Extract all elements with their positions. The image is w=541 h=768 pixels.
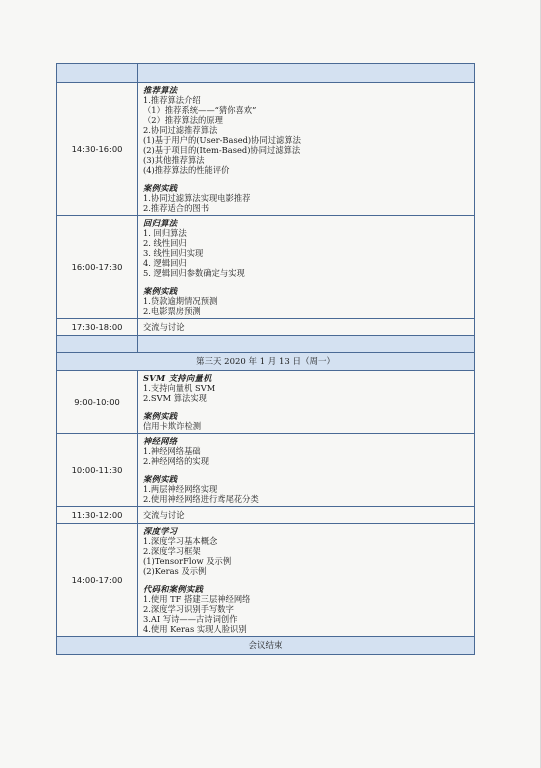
closing-row [57,637,475,655]
section-heading: 代码和案例实践 [143,584,204,594]
content-cell: 交流与讨论 [138,319,475,336]
table-row [57,216,475,319]
list-item: (1)TensorFlow 及示例 [143,556,232,566]
schedule-table [56,63,475,655]
section-heading: 回归算法 [143,218,178,228]
table-row [57,434,475,507]
closing-label: 会议结束 [57,637,475,655]
list-item: 3. 线性回归实现 [143,248,204,258]
list-item: 2.神经网络的实现 [143,456,209,466]
list-item: 1. 回归算法 [143,228,187,238]
line-list [143,95,470,175]
content-cell [138,434,475,507]
list-item: 4. 逻辑回归 [143,258,187,268]
list-item: 2.推荐适合的图书 [143,203,209,213]
content-cell [138,524,475,637]
time-cell: 11:30-12:00 [57,507,138,524]
list-item: (2)Keras 及示例 [143,566,207,576]
list-item: 2.协同过滤推荐算法 [143,125,218,135]
table-row [57,524,475,637]
content-cell [138,83,475,216]
list-item: 1.协同过滤算法实现电影推荐 [143,193,251,203]
table-row [57,507,475,524]
section-heading: 案例实践 [143,474,178,484]
list-item: 2.SVM 算法实现 [143,393,207,403]
list-item: 2.电影票房预测 [143,306,201,316]
list-item: （2）推荐算法的原理 [143,115,223,125]
section-heading: SVM 支持向量机 [143,373,212,383]
list-item: （1）推荐系统——“猜你喜欢” [143,105,257,115]
time-cell: 17:30-18:00 [57,319,138,336]
day-header: 第三天 2020 年 1 月 13 日（周一） [57,353,475,371]
list-item: 2.使用神经网络进行鸢尾花分类 [143,494,259,504]
list-item: 2. 线性回归 [143,238,187,248]
list-item: 信用卡欺诈检测 [143,421,202,431]
list-item: 3.AI 写诗——古诗词创作 [143,614,238,624]
list-item: 5. 逻辑回归参数确定与实现 [143,268,245,278]
list-item: 1.支持向量机 SVM [143,383,216,393]
list-item: (2)基于项目的(Item-Based)协同过滤算法 [143,145,301,155]
section-heading: 深度学习 [143,526,178,536]
content-cell [138,216,475,319]
list-item: (1)基于用户的(User-Based)协同过滤算法 [143,135,301,145]
list-item: 1.贷款逾期情况预测 [143,296,218,306]
list-item: (4)推荐算法的性能评价 [143,165,230,175]
section-heading: 案例实践 [143,411,178,421]
list-item: 4.使用 Keras 实现人脸识别 [143,624,247,634]
list-item: 1.深度学习基本概念 [143,536,218,546]
content-cell [138,371,475,434]
table-row [57,371,475,434]
table-row [57,83,475,216]
list-item: 2.深度学习框架 [143,546,201,556]
table-row [57,319,475,336]
list-item: 1.两层神经网络实现 [143,484,218,494]
time-cell: 9:00-10:00 [57,371,138,434]
list-item: 1.使用 TF 搭建三层神经网络 [143,594,251,604]
list-item: (3)其他推荐算法 [143,155,205,165]
table-band-row [57,64,475,83]
section-heading: 神经网络 [143,436,178,446]
table-band-row [57,336,475,353]
list-item: 2.深度学习识别手写数字 [143,604,234,614]
section-heading: 推荐算法 [143,85,178,95]
content-cell: 交流与讨论 [138,507,475,524]
section-heading: 案例实践 [143,183,178,193]
list-item: 1.神经网络基础 [143,446,201,456]
time-cell: 16:00-17:30 [57,216,138,319]
time-cell: 10:00-11:30 [57,434,138,507]
time-cell: 14:00-17:00 [57,524,138,637]
list-item: 1.推荐算法介绍 [143,95,201,105]
time-cell: 14:30-16:00 [57,83,138,216]
day-header-row [57,353,475,371]
section-heading: 案例实践 [143,286,178,296]
